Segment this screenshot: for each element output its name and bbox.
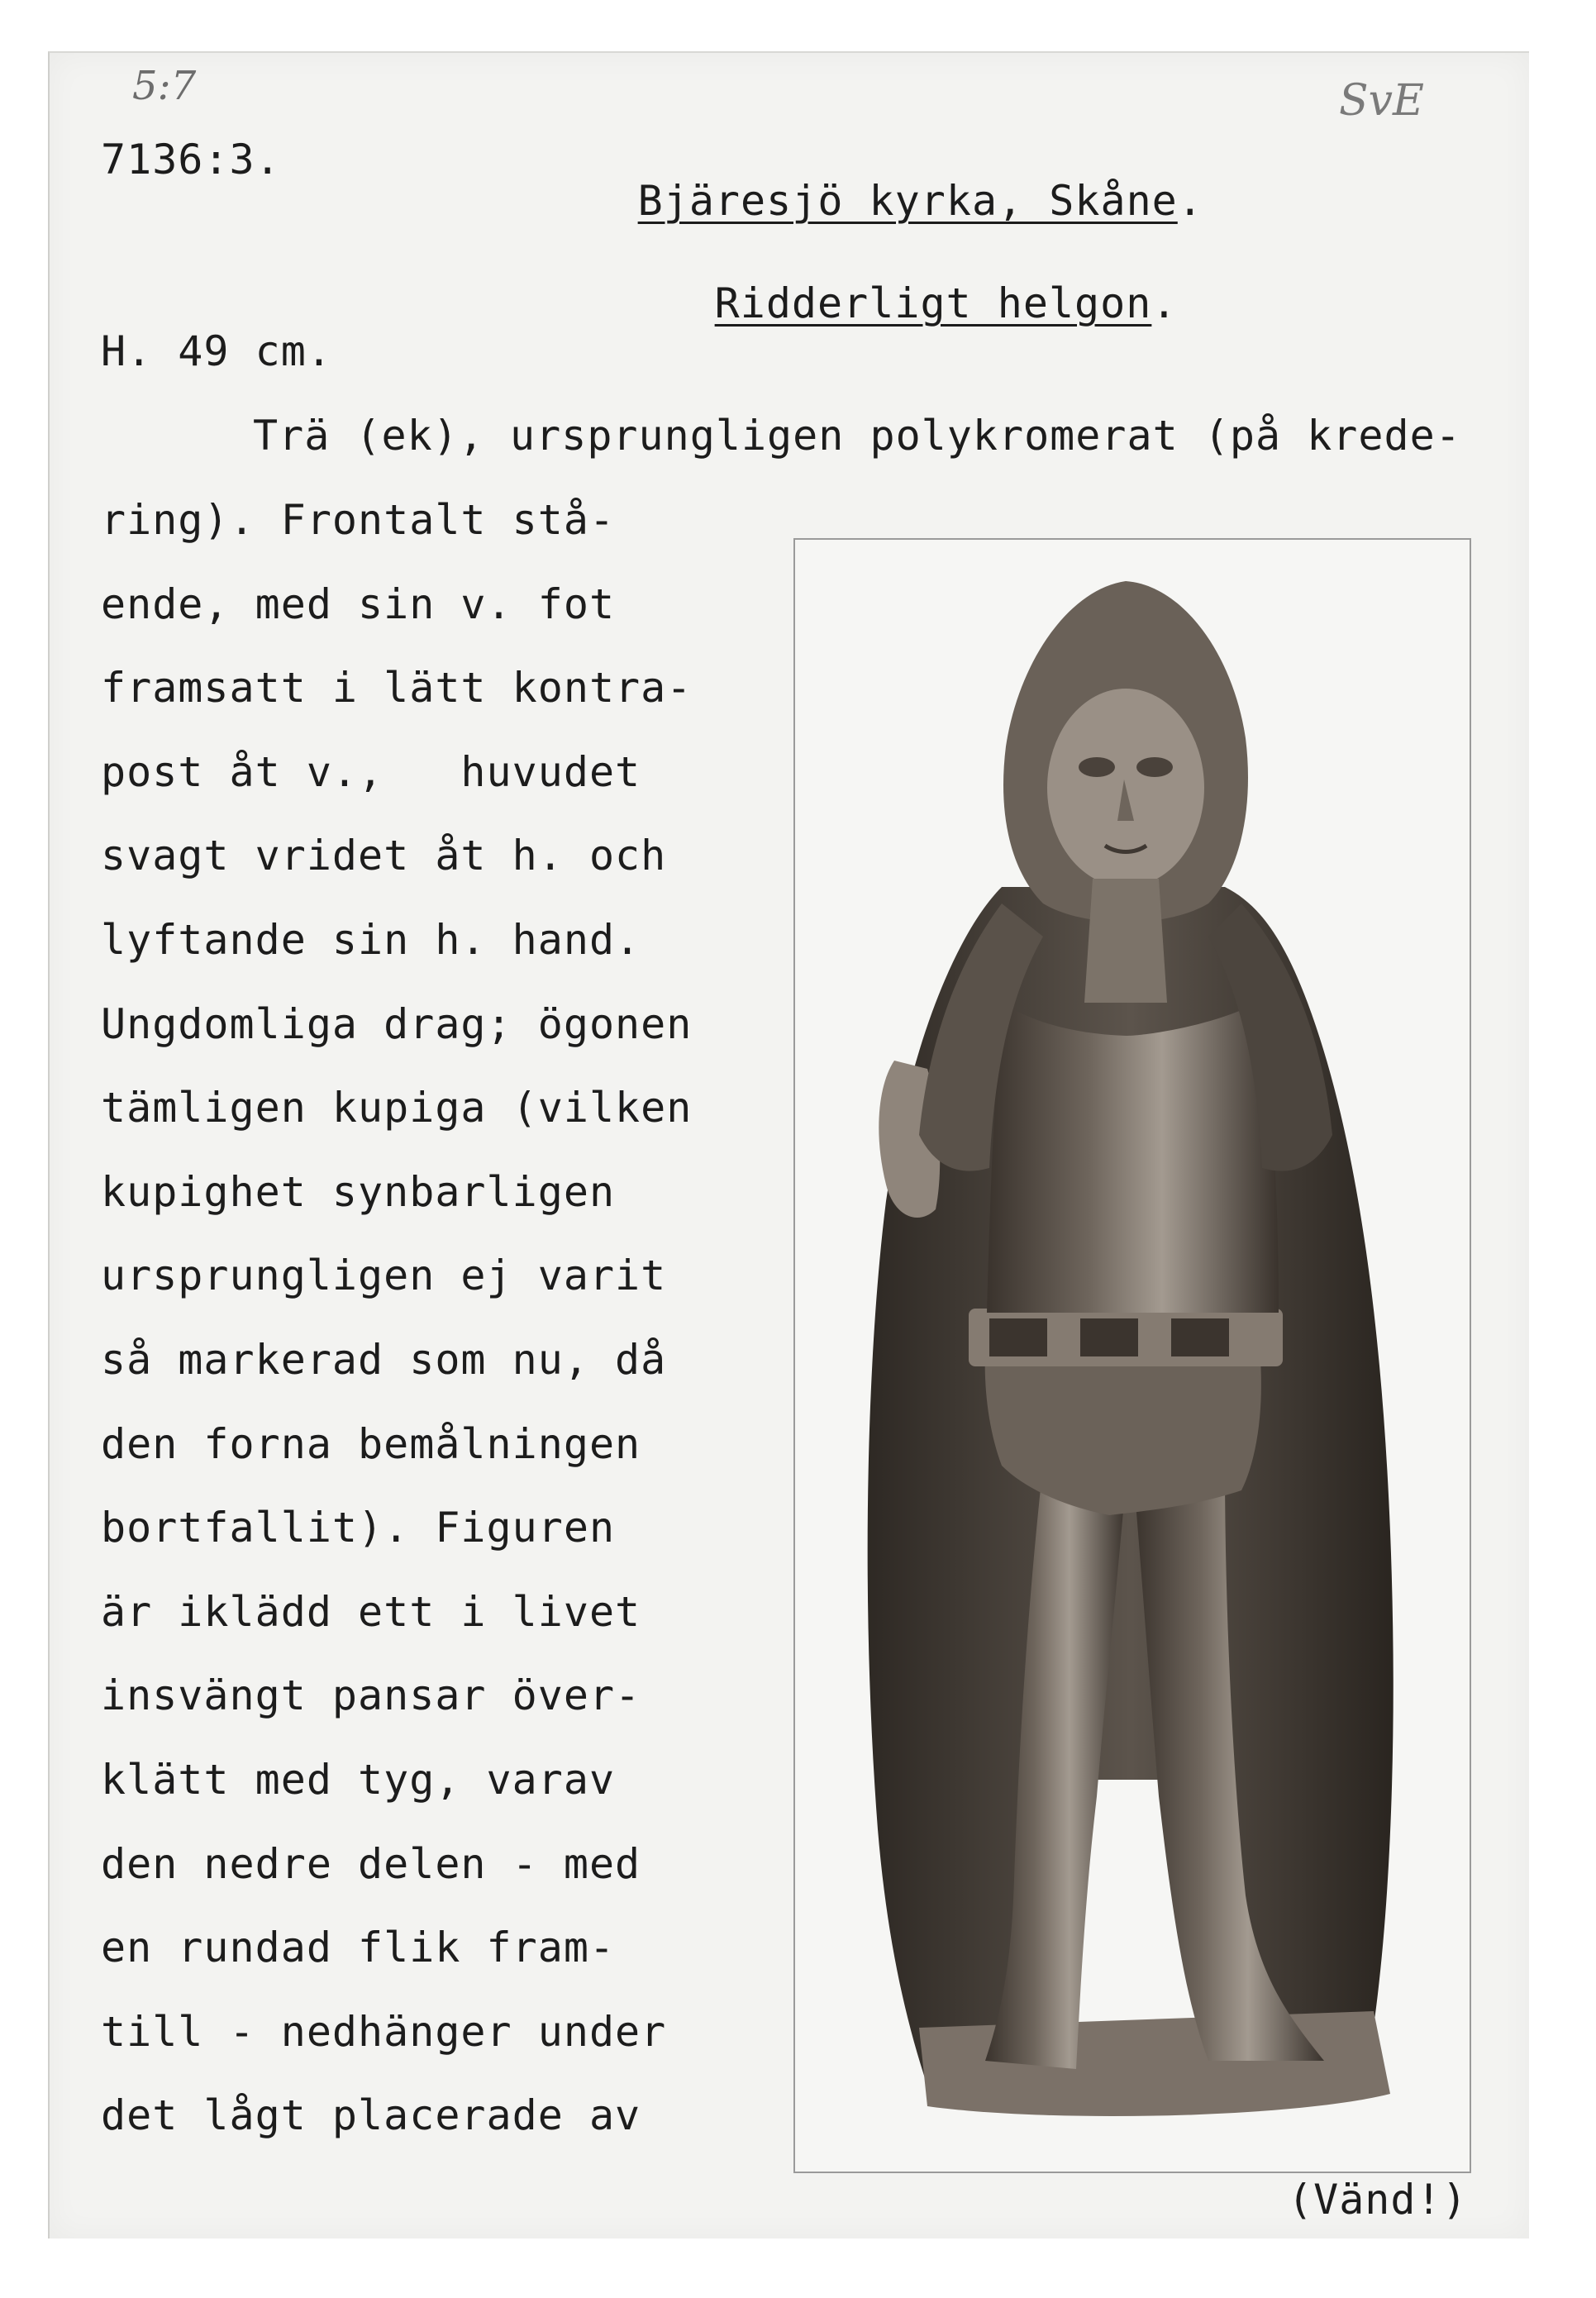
statue-base xyxy=(919,2011,1390,2116)
body-line: till - nedhänger under xyxy=(101,2008,667,2056)
body-line: en rundad flik fram- xyxy=(101,1924,616,1971)
corner-note-right: SvE xyxy=(1339,76,1424,126)
location-period: . xyxy=(1177,177,1203,225)
body-line: Trä (ek), ursprungligen polykromerat (på krede- xyxy=(253,412,1461,460)
body-line: insvängt pansar över- xyxy=(101,1671,641,1719)
corner-note-left: 5:7 xyxy=(132,63,197,109)
statue-photograph xyxy=(793,538,1471,2173)
body-line: klätt med tyg, varav xyxy=(101,1756,616,1804)
location-text: Bjäresjö kyrka, Skåne xyxy=(637,177,1178,225)
body-line: den forna bemålningen xyxy=(101,1420,641,1468)
body-line: Ungdomliga drag; ögonen xyxy=(101,1000,693,1048)
body-line: lyftande sin h. hand. xyxy=(101,916,641,964)
body-line: kupighet synbarligen xyxy=(101,1168,616,1216)
turn-over-note: (Vänd!) xyxy=(1288,2176,1468,2224)
height-measure: H. 49 cm. xyxy=(101,327,332,375)
body-line: svagt vridet åt h. och xyxy=(101,832,667,880)
catalogue-card xyxy=(48,51,1529,2238)
body-line: ring). Frontalt stå- xyxy=(101,496,616,544)
torso xyxy=(987,1003,1279,1313)
body-line: ursprungligen ej varit xyxy=(101,1252,667,1299)
body-line: är iklädd ett i livet xyxy=(101,1588,641,1636)
body-line: framsatt i lätt kontra- xyxy=(101,664,693,712)
body-line: så markerad som nu, då xyxy=(101,1336,667,1384)
title-heading xyxy=(560,241,1177,365)
body-line: det lågt placerade av xyxy=(101,2091,641,2139)
title-text: Ridderligt helgon xyxy=(714,279,1152,327)
catalogue-number: 7136:3. xyxy=(101,136,281,184)
body-line: tämligen kupiga (vilken xyxy=(101,1084,693,1132)
body-line: den nedre delen - med xyxy=(101,1840,641,1888)
knight-statue-illustration xyxy=(795,540,1470,2172)
title-period: . xyxy=(1151,279,1178,327)
body-line: ende, med sin v. fot xyxy=(101,580,616,628)
body-line: post åt v., huvudet xyxy=(101,748,641,796)
body-line: bortfallit). Figuren xyxy=(101,1504,616,1552)
